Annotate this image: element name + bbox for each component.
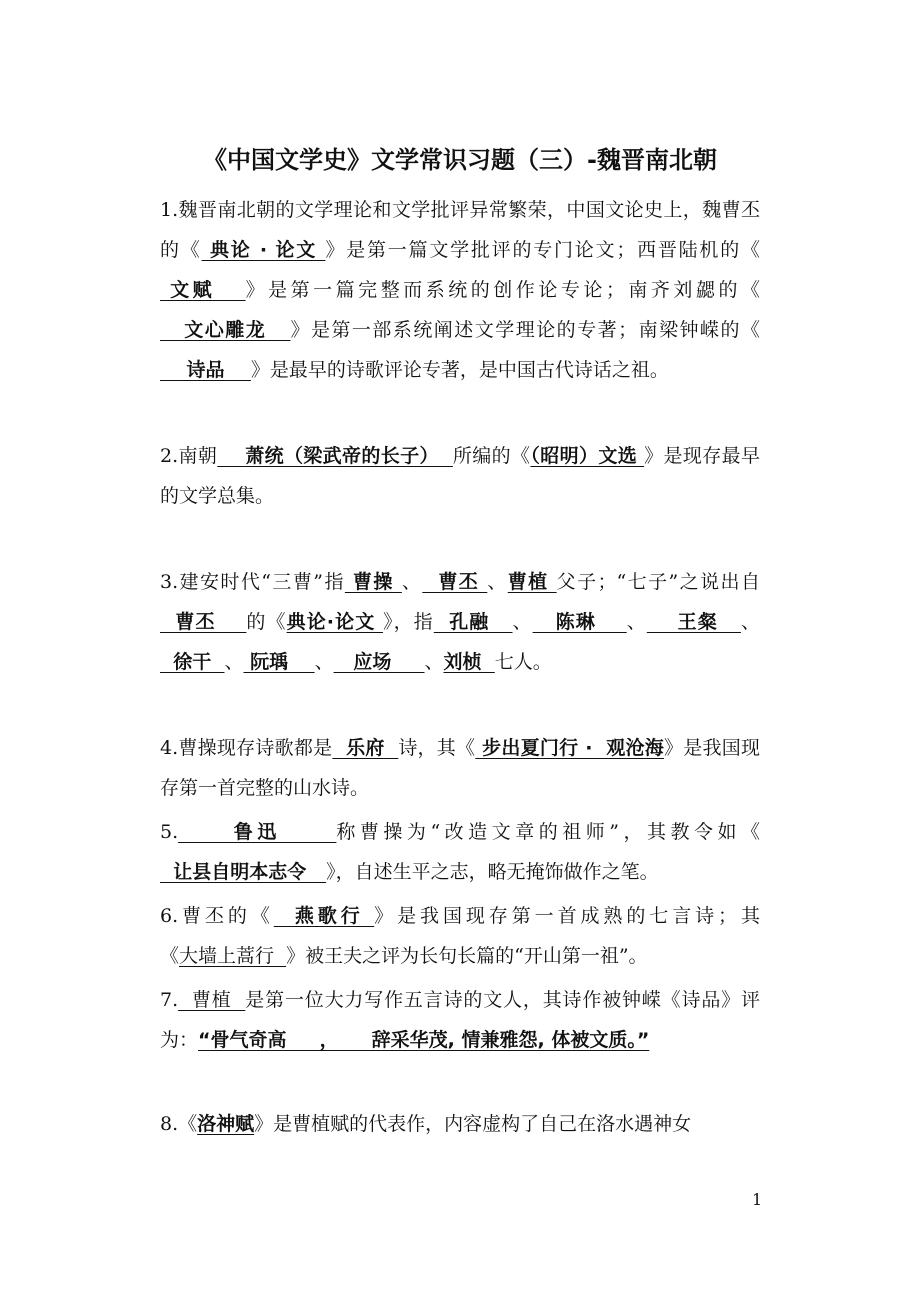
question-text: 》是第一篇文学批评的专门论文；西晋陆机的《	[325, 239, 760, 261]
question-text: 》是第一部系统阐述文学理论的专著；南梁钟嵘的《	[290, 319, 760, 341]
answer-blank: 刘桢	[443, 651, 495, 673]
separator: 、	[224, 651, 244, 673]
question-text: 》是曹植赋的代表作，内容虚构了自己在洛水遇神女	[254, 1113, 692, 1135]
question-text: 3.建安时代“三曹”指	[160, 571, 345, 593]
question-text: 》被王夫之评为长句长篇的“开山第一祖”。	[286, 945, 648, 967]
question-2	[160, 436, 760, 516]
answer-blank: 曹植	[507, 571, 557, 593]
question-text: 》是最早的诗歌评论专著，是中国古代诗话之祖。	[250, 359, 669, 381]
question-1	[160, 190, 760, 390]
question-text: 》是我国现存第一首完整的山水诗。	[160, 737, 760, 799]
question-text: 5.	[160, 821, 179, 843]
question-text: 父子；“七子”之说出自	[556, 571, 760, 593]
answer-blank: 曹丕	[422, 571, 488, 593]
question-text: 1.魏晋南北朝的文学理论和文学批评异常繁荣，中国文论史上，魏曹丕的《	[160, 199, 760, 261]
question-text: 7.	[160, 989, 179, 1011]
answer-blank: 鲁迅	[178, 821, 337, 843]
question-text: 》是我国现存第一首成熟的七言诗；其《	[160, 905, 760, 967]
question-5	[160, 812, 760, 892]
answer-blank: （昭明）文选	[530, 445, 645, 467]
separator: 、	[626, 611, 647, 633]
question-text: 是第一位大力写作五言诗的文人，其诗作被钟嵘《诗品》评为：	[160, 989, 760, 1051]
answer-blank: 燕歌行	[273, 905, 375, 927]
answer-blank: 洛神赋	[197, 1113, 255, 1135]
page-title: 《中国文学史》文学常识习题（三）-魏晋南北朝	[203, 146, 717, 174]
separator: 、	[740, 611, 760, 633]
answer-blank: 徐干	[160, 651, 225, 673]
separator: 、	[401, 571, 423, 593]
answer-blank: 曹操	[344, 571, 402, 593]
answer-blank: 萧统（梁武帝的长子）	[217, 445, 453, 467]
answer-blank: 阮瑀	[243, 651, 315, 673]
answer-blank: 应场	[333, 651, 425, 673]
answer-blank: 乐府	[332, 737, 399, 759]
answer-blank: 步出夏门行 · 观沧海	[475, 737, 664, 759]
question-text: 8.《	[160, 1113, 198, 1135]
question-text: 2.南朝	[160, 445, 218, 467]
answer-blank: 让县自明本志令	[160, 861, 327, 883]
question-text: 》是现存最早的文学总集。	[160, 445, 760, 507]
question-text: 所编的《	[452, 445, 531, 467]
question-text: 》，自述生平之志，略无掩饰做作之笔。	[326, 861, 659, 883]
page-number: 1	[752, 1190, 763, 1209]
answer-blank: 陈琳	[532, 611, 627, 633]
question-text: 称曹操为“改造文章的祖师”，其教令如《	[336, 821, 760, 843]
question-text: 4.曹操现存诗歌都是	[160, 737, 333, 759]
answer-blank: 文心雕龙	[160, 319, 291, 341]
question-text: 6.曹丕的《	[160, 905, 274, 927]
separator: 、	[487, 571, 508, 593]
answer-blank: 孔融	[433, 611, 513, 633]
answer-blank: 王粲	[646, 611, 741, 633]
question-8	[160, 1104, 760, 1144]
answer-blank: “骨气奇高 ， 辞采华茂, 情兼雅怨, 体被文质。”	[198, 1029, 650, 1051]
answer-blank: 大墙上蒿行	[179, 945, 287, 967]
question-4	[160, 728, 760, 808]
question-6	[160, 896, 760, 976]
question-text: 》，指	[383, 611, 434, 633]
question-text: 诗，其《	[398, 737, 476, 759]
answer-blank: 诗品	[160, 359, 251, 381]
answer-blank: 典论·论文	[286, 611, 383, 633]
answer-blank: 典论 · 论文	[201, 239, 326, 261]
question-7	[160, 980, 760, 1060]
answer-blank: 文赋	[160, 279, 246, 301]
question-text: 七人。	[494, 651, 552, 673]
question-text: 的《	[246, 611, 287, 633]
separator: 、	[314, 651, 334, 673]
separator: 、	[424, 651, 444, 673]
separator: 、	[512, 611, 533, 633]
question-3	[160, 562, 760, 682]
answer-blank: 曹植	[178, 989, 246, 1011]
answer-blank: 曹丕	[160, 611, 247, 633]
question-text: 》是第一篇完整而系统的创作论专论；南齐刘勰的《	[245, 279, 760, 301]
